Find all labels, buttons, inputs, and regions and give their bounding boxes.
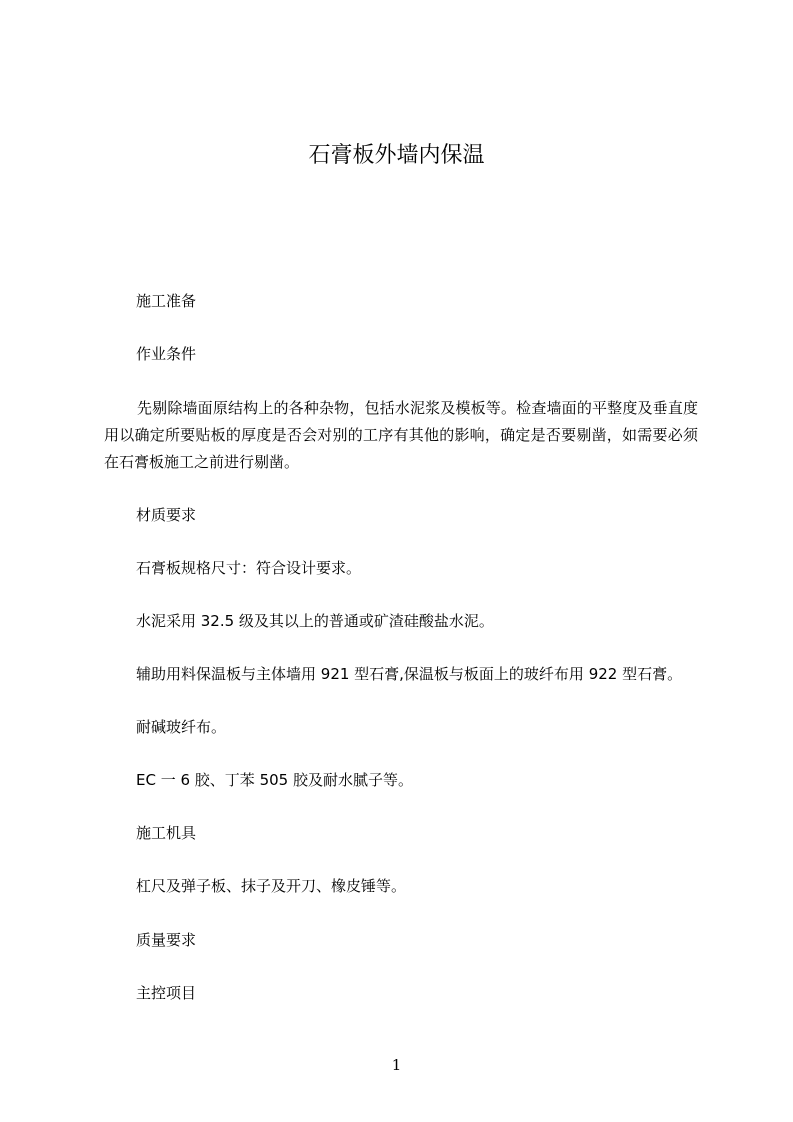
page-number: 1	[391, 1056, 402, 1074]
tools-item: 杠尺及弹子板、抹子及开刀、橡皮锤等。	[136, 877, 407, 895]
material-item-cement: 水泥采用 32.5 级及其以上的普通或矿渣硅酸盐水泥。	[136, 612, 494, 630]
paragraph-work-conditions: 先剔除墙面原结构上的各种杂物，包括水泥浆及模板等。检查墙面的平整度及垂直度用以确定所要贴板的厚度是否会对别的工序有其他的影响，确定是否要剔凿，如需要必须在石膏板施工之前进行剔凿。	[104, 399, 698, 471]
section-heading-work-conditions: 作业条件	[136, 345, 197, 363]
document-title: 石膏板外墙内保温	[308, 143, 485, 168]
section-heading-main-control-items: 主控项目	[136, 984, 197, 1002]
section-heading-tools: 施工机具	[136, 824, 197, 842]
section-heading-material-requirements: 材质要求	[136, 506, 197, 524]
section-heading-quality-requirements: 质量要求	[136, 931, 197, 949]
material-item-auxiliary: 辅助用料保温板与主体墙用 921 型石膏,保温板与板面上的玻纤布用 922 型石膏。	[136, 665, 683, 683]
section-heading-preparation: 施工准备	[136, 292, 197, 310]
material-item-fiberglass: 耐碱玻纤布。	[136, 718, 227, 736]
material-item-gypsum-board: 石膏板规格尺寸：符合设计要求。	[136, 559, 362, 577]
material-item-adhesive: EC 一 6 胶、丁苯 505 胶及耐水腻子等。	[136, 771, 413, 789]
